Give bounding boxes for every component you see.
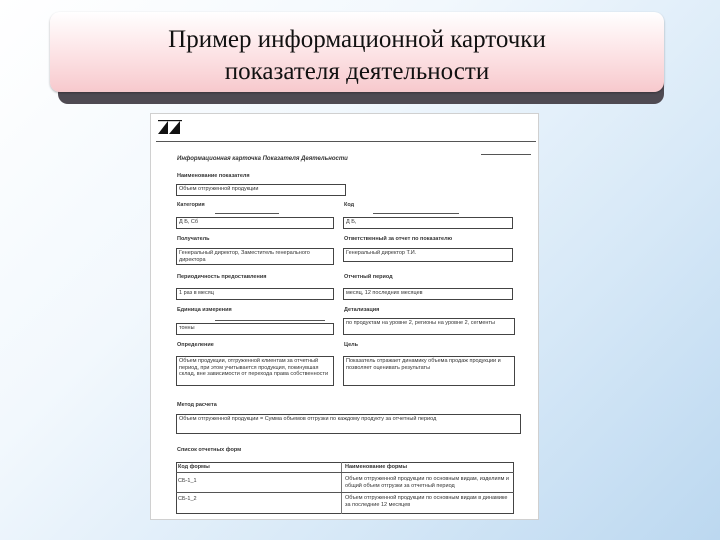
reports-label: Список отчетных форм [177,447,242,453]
unit-field [176,323,334,335]
periodicity-label: Периодичность предоставления [177,274,267,280]
name-field [176,184,346,196]
report-row-2-code: СБ-1_2 [178,496,197,502]
company-logo-icon [156,118,184,136]
detail-label: Детализация [344,307,380,313]
code-rule [373,213,459,214]
reports-column-divider [341,462,342,514]
detail-field [343,318,515,335]
report-row-2-name: Объем отгруженной продукции по основным видам в динамике за последние 12 месяцев [345,495,508,508]
recipient-label: Получатель [177,236,210,242]
title-rule [481,154,531,155]
periodicity-value: 1 раз в месяц [179,290,214,296]
definition-field [176,356,334,386]
reports-col-name-header: Наименование формы [345,464,408,470]
recipient-value: Генеральный директор, Заместитель генерального директора [179,250,310,263]
unit-label: Единица измерения [177,307,232,313]
report-row-1-name: Объем отгруженной продукции по основным видам, изделиям и общий объем отгрузки за отчетный период [345,476,509,489]
slide-title-line2: показателя деятельности [224,58,490,85]
name-value: Объем отгруженной продукции [179,186,259,192]
category-value: Д Б, Сб [179,219,199,225]
goal-value: Показатель отражает динамику объема продаж продукции и позволяет оценивать результаты [346,358,501,371]
unit-value: тонны [179,325,195,331]
responsible-label: Ответственный за отчет по показателю [344,236,453,242]
report-period-label: Отчетный период [344,274,393,280]
slide-title-box [50,12,664,92]
responsible-field [343,248,513,262]
definition-label: Определение [177,342,214,348]
goal-field [343,356,515,386]
category-field [176,217,334,229]
periodicity-field [176,288,334,300]
header-divider [156,141,536,142]
reports-col-code-header: Код формы [178,464,210,470]
responsible-value: Генеральный директор Т.И. [346,250,417,256]
code-value: Д Б, [346,219,357,225]
calc-field [176,414,521,434]
reports-header-rule [176,472,514,473]
reports-row-rule [176,492,514,493]
report-period-value: месяц, 12 последних месяцев [346,290,423,296]
code-label: Код [344,202,355,208]
calc-label: Метод расчета [177,402,217,408]
name-label: Наименование показателя [177,173,250,179]
code-field [343,217,513,229]
unit-rule [215,320,325,321]
slide-title-line1: Пример информационной карточки [168,26,546,53]
info-card-document [150,113,539,520]
category-rule [215,213,279,214]
goal-label: Цель [344,342,359,348]
document-title: Информационная карточка Показателя Деятельности [177,156,348,162]
category-label: Категория [177,202,205,208]
detail-value: по продуктам на уровне 2, регионы на уровне 2, сегменты [346,320,495,326]
report-row-1-code: СБ-1_1 [178,478,197,484]
calc-value: Объем отгруженной продукции = Сумма объемов отгрузки по каждому продукту за отчетный период [179,416,437,422]
report-period-field [343,288,513,300]
recipient-field [176,248,334,265]
definition-value: Объем продукции, отгруженной клиентам за отчетный период, при этом учитывается продукция, покинувшая склад, вне зависимости от перехода права собственности [179,358,329,377]
